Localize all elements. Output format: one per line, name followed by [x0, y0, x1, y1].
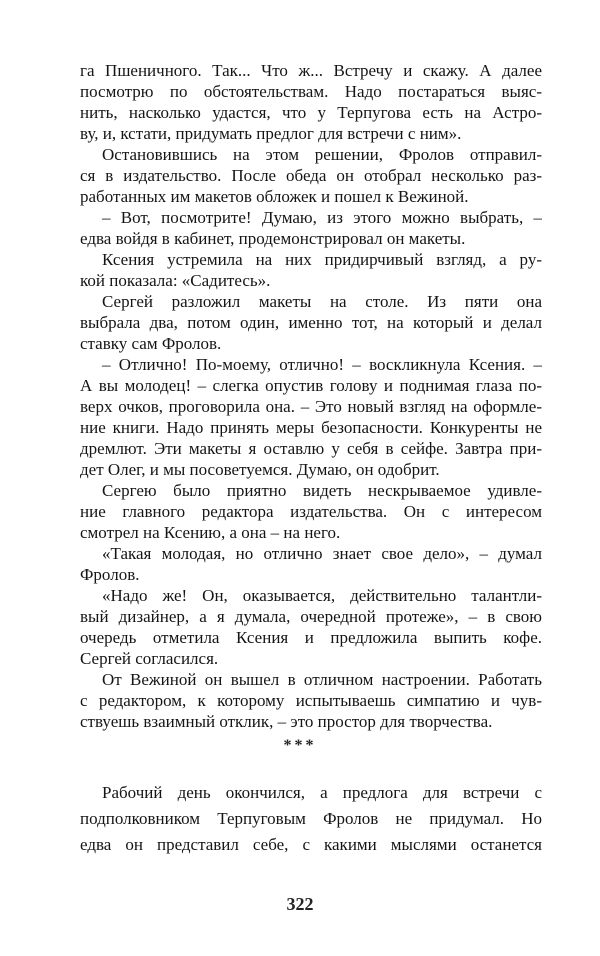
text-line: с редактором, к которому испытываешь симпатию и чув- [80, 691, 542, 710]
text-line: Сергей разложил макеты на столе. Из пяти она [102, 292, 542, 311]
text-line: верх очков, проговорила она. – Это новый взгляд на оформле- [80, 397, 542, 416]
text-line: Сергей согласился. [80, 649, 219, 668]
text-line: кой показала: «Садитесь». [80, 271, 271, 290]
text-line: работанных им макетов обложек и пошел к Вежиной. [80, 187, 469, 206]
text-line: Рабочий день окончился, а предлога для встречи с [102, 783, 542, 802]
text-line: ву, и, кстати, придумать предлог для встречи с ним». [80, 124, 462, 143]
text-line: дет Олег, и мы посоветуемся. Думаю, он одобрит. [80, 460, 440, 479]
text-line: едва войдя в кабинет, продемонстрировал он макеты. [80, 229, 466, 248]
text-line: Ксения устремила на них придирчивый взгляд, а ру- [102, 250, 542, 269]
text-line: нить, насколько удастся, что у Терпугова есть на Астро- [80, 103, 542, 122]
text-line: А вы молодец! – слегка опустив голову и поднимая глаза по- [80, 376, 542, 395]
text-line: ствуешь взаимный отклик, – это простор для творчества. [80, 712, 493, 731]
section-separator: *** [283, 737, 317, 754]
page-number: 322 [286, 894, 314, 914]
text-line: подполковником Терпуговым Фролов не придумал. Но [80, 809, 542, 828]
text-line: выбрала два, потом один, именно тот, на который и делал [80, 313, 542, 332]
text-line: дремлют. Эти макеты я оставлю у себя в сейфе. Завтра при- [80, 439, 542, 458]
text-line: смотрел на Ксению, а она – на него. [80, 523, 341, 542]
text-line: Фролов. [80, 565, 140, 584]
text-line: – Вот, посмотрите! Думаю, из этого можно выбрать, – [102, 208, 542, 227]
text-line: вый дизайнер, а я думала, очередной протеже», – в свою [80, 607, 542, 626]
text-line: От Вежиной он вышел в отличном настроении. Работать [102, 670, 542, 689]
text-line: ся в издательство. После обеда он отобрал несколько раз- [80, 166, 542, 185]
text-line: ние книги. Надо принять меры безопасности. Конкуренты не [80, 418, 542, 437]
text-line: ставку сам Фролов. [80, 334, 222, 353]
text-line: очередь отметила Ксения и предложила выпить кофе. [80, 628, 542, 647]
text-line: посмотрю по обстоятельствам. Надо постараться выяс- [80, 82, 542, 101]
text-line: – Отлично! По-моему, отлично! – воскликнула Ксения. – [102, 355, 542, 374]
text-line: Сергею было приятно видеть нескрываемое удивле- [102, 481, 542, 500]
text-line: едва он представил себе, с какими мыслями останется [80, 835, 542, 854]
text-line: га Пшеничного. Так... Что ж... Встречу и скажу. А далее [80, 61, 542, 80]
text-line: ние главного редактора издательства. Он с интересом [80, 502, 542, 521]
page-text-bottom [80, 780, 542, 858]
page-text-top [80, 60, 542, 732]
text-line: «Такая молодая, но отлично знает свое дело», – думал [102, 544, 542, 563]
text-line: «Надо же! Он, оказывается, действительно талантли- [102, 586, 542, 605]
text-line: Остановившись на этом решении, Фролов отправил- [102, 145, 542, 164]
